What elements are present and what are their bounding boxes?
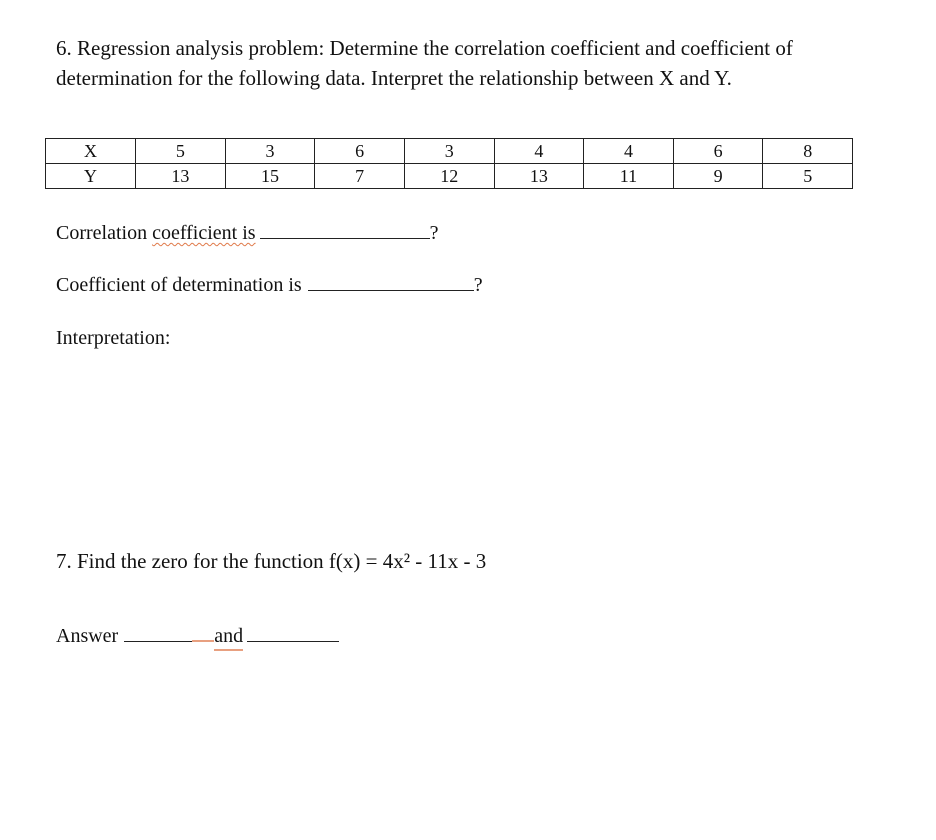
table-cell: 9 (673, 164, 763, 189)
table-cell: 4 (584, 139, 674, 164)
table-cell: 3 (225, 139, 315, 164)
table-cell: 5 (763, 164, 853, 189)
interpretation-label: Interpretation: (56, 327, 171, 349)
row-label-y: Y (46, 164, 136, 189)
data-table (45, 138, 853, 189)
question-7-prompt: 7. Find the zero for the function f(x) = 4x² - 11x - 3 (56, 549, 487, 573)
answer-blank-squiggle (192, 622, 214, 642)
table-cell: 12 (404, 164, 494, 189)
table-cell: 11 (584, 164, 674, 189)
correlation-answer-blank[interactable] (260, 220, 430, 239)
answer-blank-2[interactable] (247, 623, 339, 642)
correlation-question-mark: ? (429, 222, 439, 244)
table-cell: 7 (315, 164, 405, 189)
determination-answer-blank[interactable] (308, 272, 474, 291)
table-cell: 6 (673, 139, 763, 164)
determination-line (56, 272, 483, 298)
table-cell: 13 (136, 164, 226, 189)
table-cell: 4 (494, 139, 584, 164)
table-row-y (46, 164, 853, 189)
answer-blank-1[interactable] (124, 623, 192, 642)
row-label-x: X (46, 139, 136, 164)
question-6-prompt: 6. Regression analysis problem: Determine the correlation coefficient and coefficient of determination for the following data. Interpret the relationship between X and Y. (56, 36, 793, 90)
table-cell: 15 (225, 164, 315, 189)
answer-label: Answer (56, 625, 119, 647)
correlation-label: Correlation (56, 222, 153, 244)
table-cell: 8 (763, 139, 853, 164)
table-cell: 5 (136, 139, 226, 164)
table-cell: 13 (494, 164, 584, 189)
correlation-line (56, 220, 438, 246)
determination-question-mark: ? (473, 274, 483, 296)
answer-joiner: and (214, 623, 243, 651)
correlation-label-underlined: coefficient is (152, 222, 256, 244)
table-cell: 6 (315, 139, 405, 164)
table-row-x (46, 139, 853, 164)
determination-label: Coefficient of determination is (56, 274, 302, 296)
table-cell: 3 (404, 139, 494, 164)
answer-line (56, 622, 339, 651)
